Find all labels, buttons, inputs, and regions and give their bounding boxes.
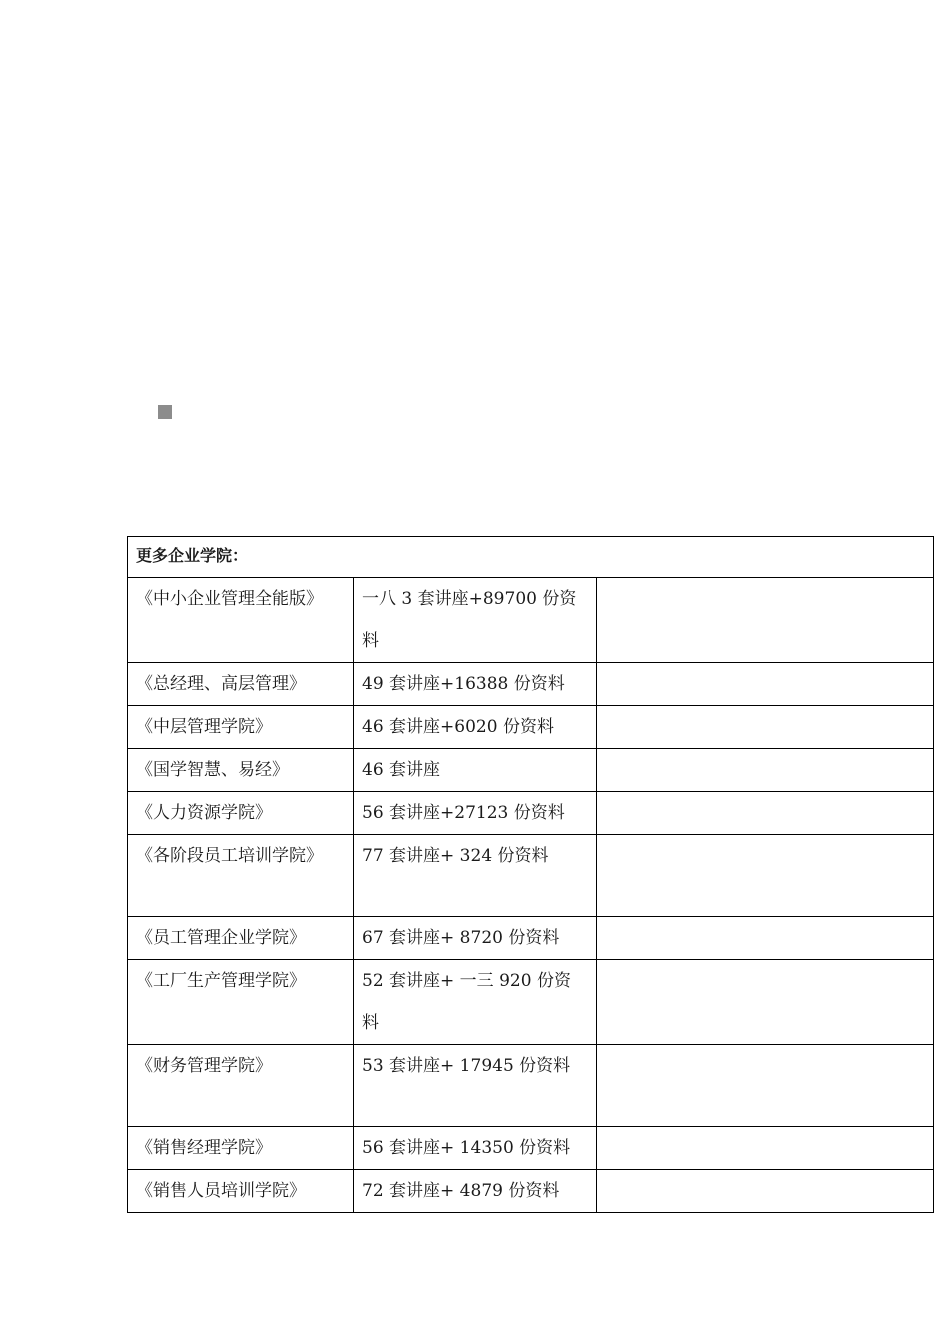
table-header: 更多企业学院： bbox=[128, 537, 934, 578]
academy-extra bbox=[597, 706, 934, 749]
academy-name: 《工厂生产管理学院》 bbox=[128, 960, 354, 1045]
academy-name: 《销售经理学院》 bbox=[128, 1127, 354, 1170]
bullet-square-icon bbox=[158, 405, 172, 419]
academy-resources: 77 套讲座+ 324 份资料 bbox=[354, 835, 597, 917]
table-row bbox=[128, 960, 934, 1045]
academy-extra bbox=[597, 792, 934, 835]
academy-extra bbox=[597, 1045, 934, 1127]
table-header-row bbox=[128, 537, 934, 578]
academy-resources: 56 套讲座+ 14350 份资料 bbox=[354, 1127, 597, 1170]
academy-name: 《总经理、高层管理》 bbox=[128, 663, 354, 706]
academy-extra bbox=[597, 749, 934, 792]
academy-resources: 一八 3 套讲座+89700 份资料 bbox=[354, 578, 597, 663]
table-row bbox=[128, 578, 934, 663]
table-row bbox=[128, 1170, 934, 1213]
academy-resources: 46 套讲座+6020 份资料 bbox=[354, 706, 597, 749]
table-row bbox=[128, 917, 934, 960]
academy-name: 《员工管理企业学院》 bbox=[128, 917, 354, 960]
table-row bbox=[128, 706, 934, 749]
table-row bbox=[128, 1127, 934, 1170]
academy-resources: 53 套讲座+ 17945 份资料 bbox=[354, 1045, 597, 1127]
academy-resources: 56 套讲座+27123 份资料 bbox=[354, 792, 597, 835]
academy-resources: 72 套讲座+ 4879 份资料 bbox=[354, 1170, 597, 1213]
academy-extra bbox=[597, 917, 934, 960]
table-row bbox=[128, 663, 934, 706]
academy-name: 《中小企业管理全能版》 bbox=[128, 578, 354, 663]
academy-name: 《国学智慧、易经》 bbox=[128, 749, 354, 792]
academy-name: 《销售人员培训学院》 bbox=[128, 1170, 354, 1213]
academy-resources: 67 套讲座+ 8720 份资料 bbox=[354, 917, 597, 960]
academy-extra bbox=[597, 663, 934, 706]
academy-resources: 46 套讲座 bbox=[354, 749, 597, 792]
academy-name: 《财务管理学院》 bbox=[128, 1045, 354, 1127]
academy-extra bbox=[597, 1170, 934, 1213]
academy-extra bbox=[597, 960, 934, 1045]
table-row bbox=[128, 749, 934, 792]
table-row bbox=[128, 1045, 934, 1127]
academy-extra bbox=[597, 578, 934, 663]
academy-extra bbox=[597, 835, 934, 917]
academy-name: 《各阶段员工培训学院》 bbox=[128, 835, 354, 917]
academy-extra bbox=[597, 1127, 934, 1170]
academy-table bbox=[127, 536, 934, 1213]
academy-name: 《中层管理学院》 bbox=[128, 706, 354, 749]
table-row bbox=[128, 792, 934, 835]
academy-name: 《人力资源学院》 bbox=[128, 792, 354, 835]
academy-resources: 52 套讲座+ 一三 920 份资料 bbox=[354, 960, 597, 1045]
table-row bbox=[128, 835, 934, 917]
academy-resources: 49 套讲座+16388 份资料 bbox=[354, 663, 597, 706]
